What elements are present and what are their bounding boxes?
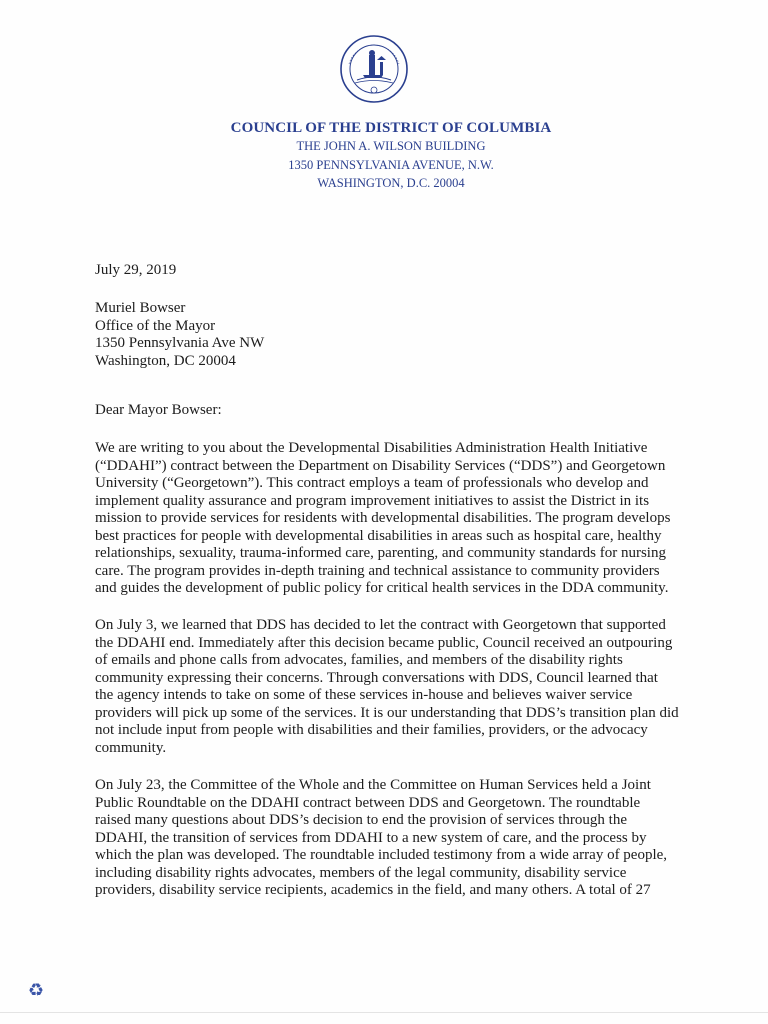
paragraph-line: community expressing their concerns. Through conversations with DDS, Council learned that xyxy=(95,669,658,686)
salutation-text: Dear Mayor Bowser: xyxy=(95,402,222,418)
paragraph-1 xyxy=(95,440,715,598)
paragraph-line: implement quality assurance and program improvement initiatives to assist the District in its xyxy=(95,492,650,509)
paragraph-line: On July 23, the Committee of the Whole and the Committee on Human Services held a Joint xyxy=(95,777,651,793)
recipient-name: Muriel Bowser xyxy=(95,300,186,316)
paragraph-line: raised many questions about DDS’s decision to end the provision of services through the xyxy=(95,812,627,828)
paragraph-line: care. The program provides in-depth training and technical assistance to community providers xyxy=(95,562,660,579)
paragraph-line: On July 3, we learned that DDS has decided to let the contract with Georgetown that supported xyxy=(95,617,666,633)
paragraph-line: University (“Georgetown”). This contract employs a team of professionals who develop and xyxy=(95,475,649,491)
paragraph-line: providers will pick up some of the services. It is our understanding that DDS’s transition plan did xyxy=(95,704,679,721)
paragraph-line: and guides the development of public policy for critical health services in the DDA community. xyxy=(95,580,669,596)
paragraph-line: best practices for people with developmental disabilities in areas such as hospital care, healthy xyxy=(95,527,662,544)
building-name: THE JOHN A. WILSON BUILDING xyxy=(296,139,486,153)
paragraph-line: providers, disability service recipients, academics in the field, and many others. A total of 27 xyxy=(95,882,651,898)
date-text: July 29, 2019 xyxy=(95,262,177,278)
org-name: COUNCIL OF THE DISTRICT OF COLUMBIA xyxy=(230,120,552,136)
paragraph-line: community. xyxy=(95,739,167,756)
recipient-office: Office of the Mayor xyxy=(95,317,216,334)
paragraph-line: mission to provide services for residents with developmental disabilities. The program develops xyxy=(95,510,671,526)
recipient-street: 1350 Pennsylvania Ave NW xyxy=(95,335,265,351)
paragraph-line: relationships, sexuality, trauma-informed care, parenting, and community standards for nursing xyxy=(95,545,666,561)
city-address: WASHINGTON, D.C. 20004 xyxy=(317,176,465,190)
letterhead xyxy=(0,119,768,193)
street-address: 1350 PENNSYLVANIA AVENUE, N.W. xyxy=(288,157,494,172)
paragraph-2 xyxy=(95,617,715,757)
paragraph-line: of emails and phone calls from advocates, families, and members of the disability rights xyxy=(95,652,623,668)
letter-date xyxy=(95,262,715,280)
salutation xyxy=(95,402,715,420)
paragraph-line: We are writing to you about the Developmental Disabilities Administration Health Initiative xyxy=(95,440,648,456)
paragraph-line: including disability rights advocates, members of the legal community, disability service xyxy=(95,864,627,881)
recipient-address xyxy=(95,300,715,370)
paragraph-line: DDAHI, the transition of services from DDAHI to a new system of care, and the process by xyxy=(95,829,647,846)
paragraph-line: which the plan was developed. The roundtable included testimony from a wide array of people, xyxy=(95,847,668,863)
paragraph-line: not include input from people with disabilities and their families, providers, or the advocacy xyxy=(95,722,648,738)
recycle-icon: ♻ xyxy=(28,980,45,1001)
paragraph-line: the DDAHI end. Immediately after this decision became public, Council received an outpouring xyxy=(95,634,673,651)
paragraph-line: the agency intends to take on some of these services in-house and believes waiver service xyxy=(95,687,633,703)
paragraph-3 xyxy=(95,777,715,900)
paragraph-line: Public Roundtable on the DDAHI contract between DDS and Georgetown. The roundtable xyxy=(95,794,641,811)
paragraph-line: (“DDAHI”) contract between the Department on Disability Services (“DDS”) and Georgetown xyxy=(95,457,666,474)
dc-council-seal-icon xyxy=(339,34,409,104)
recipient-city: Washington, DC 20004 xyxy=(95,352,236,369)
footer-divider xyxy=(0,1012,768,1013)
